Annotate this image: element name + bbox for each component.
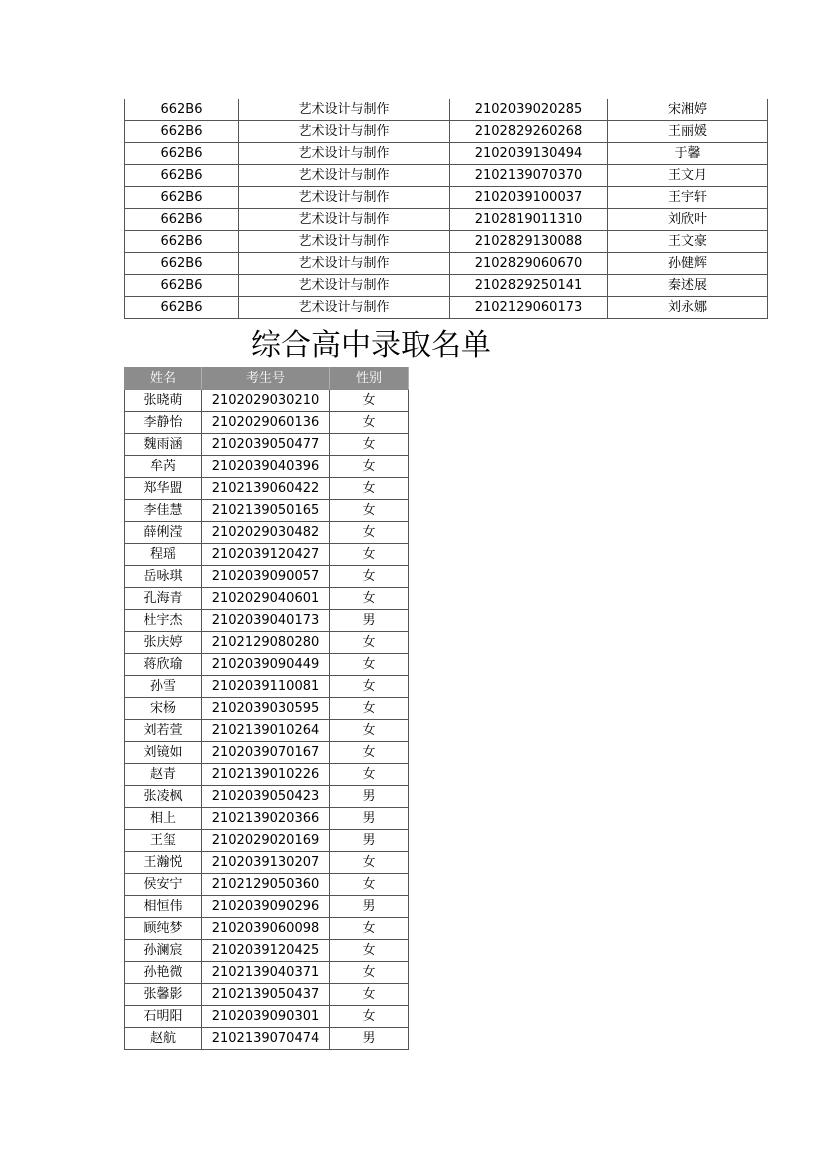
table-row <box>125 390 409 412</box>
student-name-cell: 孙雪 <box>125 676 202 698</box>
exam-number-cell: 2102039050477 <box>202 434 330 456</box>
table-row <box>125 99 768 121</box>
table-row <box>125 522 409 544</box>
gender-cell: 男 <box>330 896 409 918</box>
gender-cell: 女 <box>330 918 409 940</box>
major-code-cell: 662B6 <box>125 209 239 231</box>
student-name-cell: 张庆婷 <box>125 632 202 654</box>
exam-number-cell: 2102039030595 <box>202 698 330 720</box>
exam-number-cell: 2102039020285 <box>450 99 608 121</box>
gender-cell: 女 <box>330 940 409 962</box>
exam-number-cell: 2102039120425 <box>202 940 330 962</box>
exam-number-cell: 2102039050423 <box>202 786 330 808</box>
column-header-gender: 性别 <box>330 368 409 390</box>
table-row <box>125 275 768 297</box>
table-row <box>125 165 768 187</box>
student-name-cell: 刘镜如 <box>125 742 202 764</box>
gender-cell: 女 <box>330 456 409 478</box>
table-row <box>125 918 409 940</box>
major-code-cell: 662B6 <box>125 165 239 187</box>
table-row <box>125 434 409 456</box>
exam-number-cell: 2102129050360 <box>202 874 330 896</box>
section-title: 综合高中录取名单 <box>251 328 491 363</box>
student-name-cell: 王丽媛 <box>608 121 768 143</box>
exam-number-cell: 2102029020169 <box>202 830 330 852</box>
header-row <box>125 368 409 390</box>
student-name-cell: 魏雨涵 <box>125 434 202 456</box>
student-name-cell: 刘永娜 <box>608 297 768 319</box>
gender-cell: 女 <box>330 632 409 654</box>
major-name-cell: 艺术设计与制作 <box>239 209 450 231</box>
exam-number-cell: 2102039040396 <box>202 456 330 478</box>
student-name-cell: 侯安宁 <box>125 874 202 896</box>
gender-cell: 女 <box>330 478 409 500</box>
student-name-cell: 李佳慧 <box>125 500 202 522</box>
table-header <box>125 368 409 390</box>
table-row <box>125 786 409 808</box>
student-name-cell: 杜宇杰 <box>125 610 202 632</box>
student-name-cell: 秦述展 <box>608 275 768 297</box>
gender-cell: 女 <box>330 1006 409 1028</box>
student-name-cell: 程瑶 <box>125 544 202 566</box>
table-row <box>125 1028 409 1050</box>
gender-cell: 女 <box>330 522 409 544</box>
table-row <box>125 962 409 984</box>
exam-number-cell: 2102039100037 <box>450 187 608 209</box>
table-row <box>125 566 409 588</box>
student-name-cell: 宋湘婷 <box>608 99 768 121</box>
table-row <box>125 209 768 231</box>
exam-number-cell: 2102039060098 <box>202 918 330 940</box>
gender-cell: 女 <box>330 852 409 874</box>
exam-number-cell: 2102039070167 <box>202 742 330 764</box>
gender-cell: 女 <box>330 720 409 742</box>
student-name-cell: 岳咏琪 <box>125 566 202 588</box>
gender-cell: 女 <box>330 698 409 720</box>
list-table-body <box>125 390 409 1050</box>
gender-cell: 男 <box>330 610 409 632</box>
exam-number-cell: 2102039120427 <box>202 544 330 566</box>
student-name-cell: 蒋欣瑜 <box>125 654 202 676</box>
major-name-cell: 艺术设计与制作 <box>239 275 450 297</box>
table-row <box>125 544 409 566</box>
student-name-cell: 张晓萌 <box>125 390 202 412</box>
exam-number-cell: 2102029030482 <box>202 522 330 544</box>
major-code-cell: 662B6 <box>125 143 239 165</box>
major-code-cell: 662B6 <box>125 121 239 143</box>
student-name-cell: 顾纯梦 <box>125 918 202 940</box>
major-code-cell: 662B6 <box>125 275 239 297</box>
student-name-cell: 王文月 <box>608 165 768 187</box>
table-row <box>125 896 409 918</box>
exam-number-cell: 2102039090296 <box>202 896 330 918</box>
student-name-cell: 王文豪 <box>608 231 768 253</box>
table-row <box>125 231 768 253</box>
major-code-cell: 662B6 <box>125 231 239 253</box>
gender-cell: 女 <box>330 566 409 588</box>
gender-cell: 女 <box>330 984 409 1006</box>
table-row <box>125 143 768 165</box>
table-row <box>125 500 409 522</box>
gender-cell: 女 <box>330 434 409 456</box>
table-row <box>125 764 409 786</box>
exam-number-cell: 2102829260268 <box>450 121 608 143</box>
exam-number-cell: 2102029060136 <box>202 412 330 434</box>
exam-number-cell: 2102139010226 <box>202 764 330 786</box>
student-name-cell: 孙艳微 <box>125 962 202 984</box>
table-row <box>125 610 409 632</box>
table-row <box>125 830 409 852</box>
student-name-cell: 赵航 <box>125 1028 202 1050</box>
table-row <box>125 984 409 1006</box>
major-name-cell: 艺术设计与制作 <box>239 297 450 319</box>
gender-cell: 女 <box>330 390 409 412</box>
table-row <box>125 253 768 275</box>
major-name-cell: 艺术设计与制作 <box>239 143 450 165</box>
exam-number-cell: 2102829250141 <box>450 275 608 297</box>
student-name-cell: 石明阳 <box>125 1006 202 1028</box>
exam-number-cell: 2102039130207 <box>202 852 330 874</box>
exam-number-cell: 2102829130088 <box>450 231 608 253</box>
table-row <box>125 632 409 654</box>
table-row <box>125 478 409 500</box>
exam-number-cell: 2102129080280 <box>202 632 330 654</box>
student-name-cell: 王玺 <box>125 830 202 852</box>
student-name-cell: 赵青 <box>125 764 202 786</box>
gender-cell: 女 <box>330 676 409 698</box>
exam-number-cell: 2102139010264 <box>202 720 330 742</box>
table-row <box>125 940 409 962</box>
student-name-cell: 郑华盟 <box>125 478 202 500</box>
student-name-cell: 张凌枫 <box>125 786 202 808</box>
table-row <box>125 297 768 319</box>
student-name-cell: 于馨 <box>608 143 768 165</box>
column-header-exam-number: 考生号 <box>202 368 330 390</box>
table-row <box>125 187 768 209</box>
table-row <box>125 808 409 830</box>
exam-number-cell: 2102039040173 <box>202 610 330 632</box>
gender-cell: 女 <box>330 742 409 764</box>
table-row <box>125 121 768 143</box>
gender-cell: 男 <box>330 786 409 808</box>
comprehensive-high-school-admission-table <box>124 367 409 1050</box>
student-name-cell: 刘欣叶 <box>608 209 768 231</box>
column-header-name: 姓名 <box>125 368 202 390</box>
table-row <box>125 720 409 742</box>
student-name-cell: 张馨影 <box>125 984 202 1006</box>
exam-number-cell: 2102039110081 <box>202 676 330 698</box>
student-name-cell: 薛俐滢 <box>125 522 202 544</box>
major-name-cell: 艺术设计与制作 <box>239 99 450 121</box>
student-name-cell: 王瀚悦 <box>125 852 202 874</box>
exam-number-cell: 2102139060422 <box>202 478 330 500</box>
student-name-cell: 李静怡 <box>125 412 202 434</box>
gender-cell: 女 <box>330 962 409 984</box>
major-name-cell: 艺术设计与制作 <box>239 231 450 253</box>
table-row <box>125 654 409 676</box>
exam-number-cell: 2102029040601 <box>202 588 330 610</box>
exam-number-cell: 2102039090449 <box>202 654 330 676</box>
table-row <box>125 588 409 610</box>
major-code-cell: 662B6 <box>125 297 239 319</box>
exam-number-cell: 2102039130494 <box>450 143 608 165</box>
exam-number-cell: 2102039090301 <box>202 1006 330 1028</box>
table-row <box>125 742 409 764</box>
student-name-cell: 牟芮 <box>125 456 202 478</box>
gender-cell: 男 <box>330 808 409 830</box>
gender-cell: 女 <box>330 588 409 610</box>
exam-number-cell: 2102139050165 <box>202 500 330 522</box>
major-code-cell: 662B6 <box>125 99 239 121</box>
table-row <box>125 874 409 896</box>
table-row <box>125 852 409 874</box>
major-name-cell: 艺术设计与制作 <box>239 165 450 187</box>
major-name-cell: 艺术设计与制作 <box>239 253 450 275</box>
student-name-cell: 宋杨 <box>125 698 202 720</box>
table-row <box>125 412 409 434</box>
exam-number-cell: 2102129060173 <box>450 297 608 319</box>
gender-cell: 女 <box>330 412 409 434</box>
exam-number-cell: 2102139040371 <box>202 962 330 984</box>
table-row <box>125 676 409 698</box>
table-row <box>125 698 409 720</box>
major-code-cell: 662B6 <box>125 187 239 209</box>
student-name-cell: 孙澜宸 <box>125 940 202 962</box>
gender-cell: 男 <box>330 830 409 852</box>
student-name-cell: 相恒伟 <box>125 896 202 918</box>
student-name-cell: 王宇轩 <box>608 187 768 209</box>
table-row <box>125 1006 409 1028</box>
student-name-cell: 孙健辉 <box>608 253 768 275</box>
major-admission-table <box>124 99 768 319</box>
gender-cell: 女 <box>330 544 409 566</box>
table-row <box>125 456 409 478</box>
gender-cell: 男 <box>330 1028 409 1050</box>
major-code-cell: 662B6 <box>125 253 239 275</box>
major-name-cell: 艺术设计与制作 <box>239 187 450 209</box>
student-name-cell: 刘若萱 <box>125 720 202 742</box>
exam-number-cell: 2102139020366 <box>202 808 330 830</box>
major-admission-table-body <box>125 99 768 319</box>
exam-number-cell: 2102819011310 <box>450 209 608 231</box>
gender-cell: 女 <box>330 874 409 896</box>
major-name-cell: 艺术设计与制作 <box>239 121 450 143</box>
gender-cell: 女 <box>330 500 409 522</box>
exam-number-cell: 2102039090057 <box>202 566 330 588</box>
exam-number-cell: 2102139070370 <box>450 165 608 187</box>
student-name-cell: 孔海青 <box>125 588 202 610</box>
gender-cell: 女 <box>330 764 409 786</box>
exam-number-cell: 2102029030210 <box>202 390 330 412</box>
exam-number-cell: 2102139050437 <box>202 984 330 1006</box>
exam-number-cell: 2102139070474 <box>202 1028 330 1050</box>
gender-cell: 女 <box>330 654 409 676</box>
student-name-cell: 相上 <box>125 808 202 830</box>
exam-number-cell: 2102829060670 <box>450 253 608 275</box>
